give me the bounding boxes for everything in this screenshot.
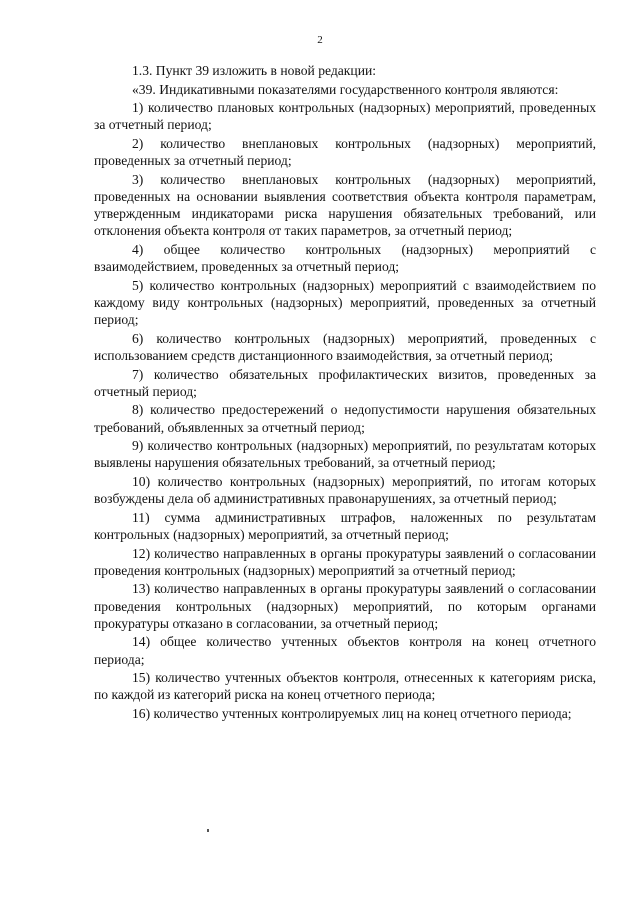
list-item-10: 10) количество контрольных (надзорных) мероприятий, по итогам которых возбуждены дела об административных правонарушениях, за отчетный период;	[94, 473, 596, 507]
list-item-4: 4) общее количество контрольных (надзорных) мероприятий с взаимодействием, проведенных за отчетный период;	[94, 241, 596, 275]
list-item-16: 16) количество учтенных контролируемых лиц на конец отчетного периода;	[132, 705, 572, 721]
list-item-15: 15) количество учтенных объектов контроля, отнесенных к категориям риска, по каждой из категорий риска на конец отчетного периода;	[94, 670, 596, 703]
list-item-13: 13) количество направленных в органы прокуратуры заявлений о согласовании проведения контрольных (надзорных) мероприятий, по которым органами прокуратуры отказано в согласовании, за отчетный период;	[94, 581, 596, 631]
list-item-9: 9) количество контрольных (надзорных) мероприятий, по результатам которых выявлены нарушения обязательных требований, за отчетный период;	[94, 438, 596, 471]
list-item-8: 8) количество предостережений о недопустимости нарушения обязательных требований, объявленных за отчетный период;	[94, 402, 596, 435]
list-item-2: 2) количество внеплановых контрольных (надзорных) мероприятий, проведенных за отчетный период;	[94, 135, 596, 169]
list-item-14: 14) общее количество учтенных объектов контроля на конец отчетного периода;	[94, 634, 596, 667]
list-item-11: 11) сумма административных штрафов, наложенных по результатам контрольных (надзорных) мероприятий, за отчетный период;	[94, 509, 596, 542]
paragraph-item-39-heading: «39. Индикативными показателями государственного контроля являются:	[132, 81, 559, 97]
list-item-5: 5) количество контрольных (надзорных) мероприятий с взаимодействием по каждому виду контрольных (надзорных) мероприятий, проведенных за отчетный период;	[94, 277, 596, 328]
paragraph-amendment-intro: 1.3. Пункт 39 изложить в новой редакции:	[132, 63, 377, 78]
page-number: 2	[317, 34, 323, 46]
list-item-3: 3) количество внеплановых контрольных (надзорных) мероприятий, проведенных на основании выявления соответствия объекта контроля параметрам, утвержденным индикаторами риска нарушения обязательных требований, или отклонения объекта контроля от таких параметров, за отчетный период;	[94, 171, 596, 239]
list-item-6: 6) количество контрольных (надзорных) мероприятий, проведенных с использованием средств дистанционного взаимодействия, за отчетный период;	[94, 330, 596, 363]
list-item-12: 12) количество направленных в органы прокуратуры заявлений о согласовании проведения контрольных (надзорных) мероприятий за отчетный период;	[94, 545, 596, 578]
scan-speck	[207, 829, 209, 832]
list-item-1: 1) количество плановых контрольных (надзорных) мероприятий, проведенных за отчетный период;	[94, 100, 596, 133]
list-item-7: 7) количество обязательных профилактических визитов, проведенных за отчетный период;	[94, 366, 596, 399]
document-body	[94, 62, 596, 724]
